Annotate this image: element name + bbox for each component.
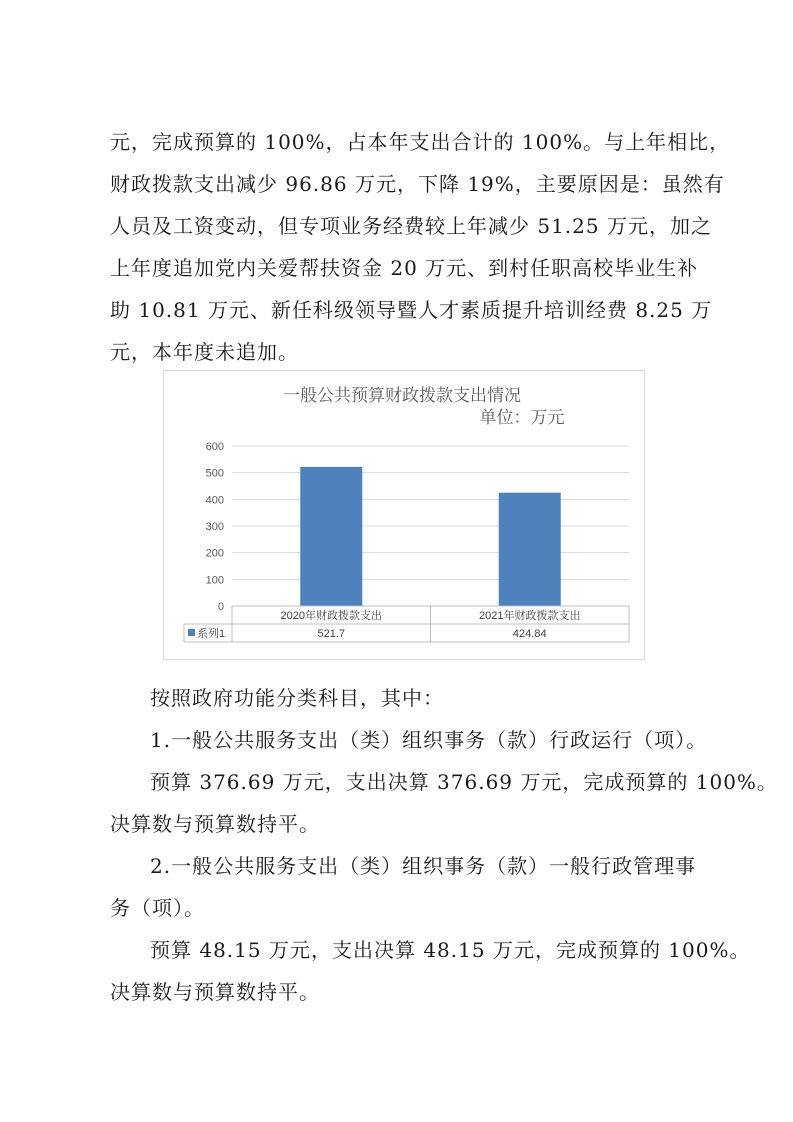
y-tick-label: 200 <box>205 547 224 560</box>
data-label: 521.7 <box>317 628 346 640</box>
body-text-line: 财政拨款支出减少 96.86 万元，下降 19%，主要原因是：虽然有 <box>110 172 725 196</box>
section-intro: 按照政府功能分类科目，其中： <box>150 686 444 710</box>
chart-subtitle: 单位：万元 <box>479 408 565 428</box>
item2-body-line: 决算数与预算数持平。 <box>110 980 320 1004</box>
item1-body-line: 预算 376.69 万元，支出决算 376.69 万元，完成预算的 100%。 <box>150 770 778 794</box>
bar-series <box>300 467 561 606</box>
legend-series-name: 系列1 <box>197 628 226 640</box>
item2-body-line: 预算 48.15 万元，支出决算 48.15 万元，完成预算的 100%。 <box>150 938 751 962</box>
body-text-line: 助 10.81 万元、新任科级领导暨人才素质提升培训经费 8.25 万 <box>110 298 713 322</box>
chart-data-table <box>184 606 629 642</box>
y-tick-label: 500 <box>205 467 224 480</box>
bar-chart <box>163 370 645 660</box>
y-tick-label: 300 <box>205 521 224 533</box>
y-tick-label: 100 <box>205 574 224 587</box>
body-text-line: 上年度追加党内关爱帮扶资金 20 万元、到村任职高校毕业生补 <box>110 256 699 280</box>
bar <box>300 467 362 606</box>
item2-title-line: 务（项）。 <box>110 896 205 920</box>
data-label: 424.84 <box>512 628 547 640</box>
y-axis <box>206 441 224 613</box>
y-tick-label: 400 <box>205 494 224 507</box>
y-tick-label: 600 <box>205 441 224 453</box>
body-text-line: 元，本年度未追加。 <box>110 340 299 364</box>
chart-title: 一般公共预算财政拨款支出情况 <box>283 386 521 406</box>
body-text-line: 元，完成预算的 100%，占本年支出合计的 100%。与上年相比， <box>110 130 731 154</box>
item1-title: 1.一般公共服务支出（类）组织事务（款）行政运行（项）。 <box>150 728 708 752</box>
bar <box>499 493 561 606</box>
x-category-label: 2020年财政拨款支出 <box>280 610 382 622</box>
item1-body-line: 决算数与预算数持平。 <box>110 812 320 836</box>
item2-title-line: 2.一般公共服务支出（类）组织事务（款）一般行政管理事 <box>150 854 697 878</box>
y-tick-label: 0 <box>217 601 224 613</box>
body-text-line: 人员及工资变动，但专项业务经费较上年减少 51.25 万元，加之 <box>110 214 712 238</box>
x-category-label: 2021年财政拨款支出 <box>479 610 581 622</box>
chart-gridlines <box>232 446 629 606</box>
legend-key <box>188 629 195 636</box>
